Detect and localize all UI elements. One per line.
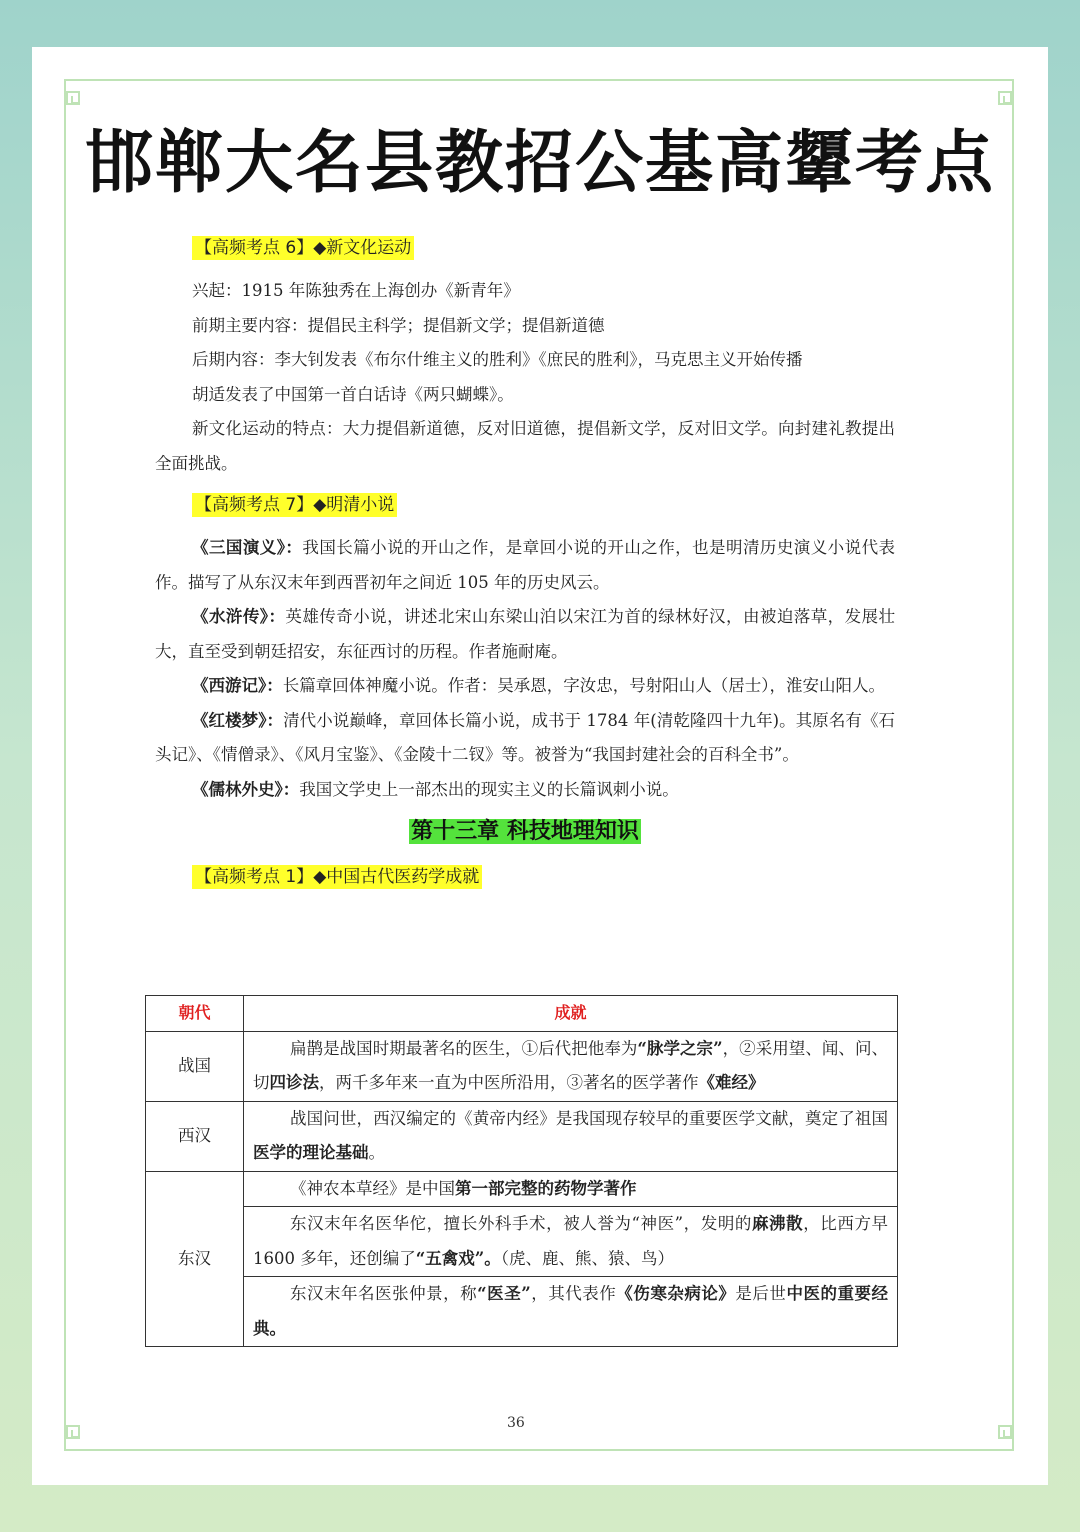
- novel-desc: 清代小说巅峰，章回体长篇小说，成书于 1784 年(清乾隆四十九年)。其原名有《石头记》、《情僧录》、《风月宝鉴》、《金陵十二钗》等。被誉为“我国封建社会的百科全书”。: [155, 710, 895, 764]
- page-title: 邯郸大名县教招公基高顰考点: [84, 124, 995, 203]
- key-point-1-heading: [192, 865, 895, 889]
- novel-desc: 英雄传奇小说，讲述北宋山东梁山泊以宋江为首的绿林好汉，由被迫落草，发展壮大，直至受到朝廷招安，东征西讨的历程。作者施耐庵。: [155, 607, 896, 661]
- table-row: [146, 1171, 898, 1207]
- bold-span: 第一部完整的药物学著作: [455, 1178, 637, 1198]
- table-row: [146, 1277, 898, 1347]
- novel-honglou: [155, 704, 895, 773]
- header-dynasty: 朝代: [146, 996, 244, 1032]
- corner-ornament-top-right: [998, 91, 1012, 105]
- dynasty-cell: 战国: [146, 1031, 244, 1101]
- kp6-line-late: 后期内容：李大钊发表《布尔什维主义的胜利》《庶民的胜利》，马克思主义开始传播: [192, 350, 803, 369]
- key-point-7-heading: [192, 493, 895, 517]
- corner-ornament-top-left: [66, 91, 80, 105]
- text-span: 。: [368, 1143, 385, 1162]
- text-span: ，比西方早 1600 多年，还创编了: [253, 1214, 889, 1268]
- bold-span: “医圣”: [477, 1284, 531, 1303]
- document-page: [32, 47, 1048, 1485]
- achievement-cell: [244, 1031, 898, 1101]
- text-span: 东汉末年名医张仲景，称: [290, 1284, 478, 1303]
- bold-span: 医学的理论基础: [253, 1143, 369, 1162]
- key-point-6-heading: [192, 236, 895, 260]
- novel-title: 《红楼梦》：: [192, 710, 284, 730]
- kp6-feature: 新文化运动的特点：大力提倡新道德，反对旧道德，提倡新文学，反对旧文学。向封建礼教提出全面挑战。: [155, 419, 895, 473]
- bold-span: 四诊法: [269, 1073, 319, 1092]
- dynasty-cell: 东汉: [146, 1171, 244, 1347]
- key-point-6-label: 【高频考点 6】◆新文化运动: [192, 236, 414, 260]
- novel-rulin: [155, 773, 895, 808]
- achievement-cell: [244, 1207, 898, 1277]
- text-span: 扁鹊是战国时期最著名的医生，①后代把他奉为: [290, 1038, 638, 1058]
- bold-span: 《伤寒杂病论》: [616, 1284, 736, 1303]
- kp6-line-early: 前期主要内容：提倡民主科学；提倡新文学；提倡新道德: [192, 315, 605, 335]
- bold-span: 《难经》: [698, 1073, 765, 1092]
- medicine-achievement-table: [145, 995, 898, 1347]
- text-span: 是后世: [735, 1284, 787, 1303]
- novel-desc: 我国文学史上一部杰出的现实主义的长篇讽刺小说。: [299, 779, 679, 799]
- chapter-heading: [155, 817, 895, 847]
- page-number: 36: [507, 1415, 525, 1431]
- bold-span: “五禽戏”。: [415, 1248, 501, 1268]
- text-span: （虎、鹿、熊、猿、鸟）: [500, 1248, 674, 1268]
- novel-title: 《水浒传》：: [192, 607, 286, 626]
- key-point-7-label: 【高频考点 7】◆明清小说: [192, 493, 397, 517]
- table-header-row: [146, 996, 898, 1032]
- dynasty-cell: 西汉: [146, 1101, 244, 1171]
- header-achievement: 成就: [244, 996, 898, 1032]
- novel-sanguo: [155, 531, 895, 600]
- novel-shuihu: [155, 600, 895, 669]
- achievement-cell: [244, 1277, 898, 1347]
- novel-desc: 我国长篇小说的开山之作，是章回小说的开山之作，也是明清历史演义小说代表作。描写了从东汉末年到西晋初年之间近 105 年的历史风云。: [155, 538, 896, 592]
- text-span: 《神农本草经》是中国: [290, 1178, 455, 1198]
- table-row: [146, 1207, 898, 1277]
- achievement-cell: [244, 1171, 898, 1207]
- bold-span: “脉学之宗”: [637, 1038, 723, 1058]
- novel-xiyou: [155, 669, 895, 704]
- novel-title: 《三国演义》：: [192, 538, 303, 557]
- novel-desc: 长篇章回体神魔小说。作者：吴承恩，字汝忠，号射阳山人（居士），淮安山阳人。: [282, 676, 885, 695]
- corner-ornament-bottom-left: [66, 1425, 80, 1439]
- text-span: ，两千多年来一直为中医所沿用，③著名的医学著作: [319, 1073, 699, 1092]
- text-span: ，其代表作: [530, 1284, 617, 1303]
- table-row: [146, 1031, 898, 1101]
- chapter-title: 第十三章 科技地理知识: [411, 819, 639, 844]
- achievement-cell: [244, 1101, 898, 1171]
- text-span: 东汉末年名医华佗，擅长外科手术，被人誉为“神医”，发明的: [290, 1214, 752, 1233]
- text-span: ，②采用望、闻、问、切: [253, 1038, 889, 1092]
- kp6-line-poem: 胡适发表了中国第一首白话诗《两只蝴蝶》。: [192, 384, 514, 404]
- kp6-line-origin: 兴起：1915 年陈独秀在上海创办《新青年》: [192, 281, 520, 300]
- table-row: [146, 1101, 898, 1171]
- key-point-1-label: 【高频考点 1】◆中国古代医药学成就: [192, 865, 482, 889]
- novel-title: 《儒林外史》：: [192, 779, 300, 799]
- corner-ornament-bottom-right: [998, 1425, 1012, 1439]
- text-span: 战国问世，西汉编定的《黄帝内经》是我国现存较早的重要医学文献，奠定了祖国: [290, 1108, 888, 1128]
- bold-span: 麻沸散: [751, 1214, 804, 1233]
- bold-span: 中医的重要经典。: [253, 1284, 889, 1338]
- novel-title: 《西游记》：: [192, 676, 283, 695]
- main-content: [155, 232, 895, 903]
